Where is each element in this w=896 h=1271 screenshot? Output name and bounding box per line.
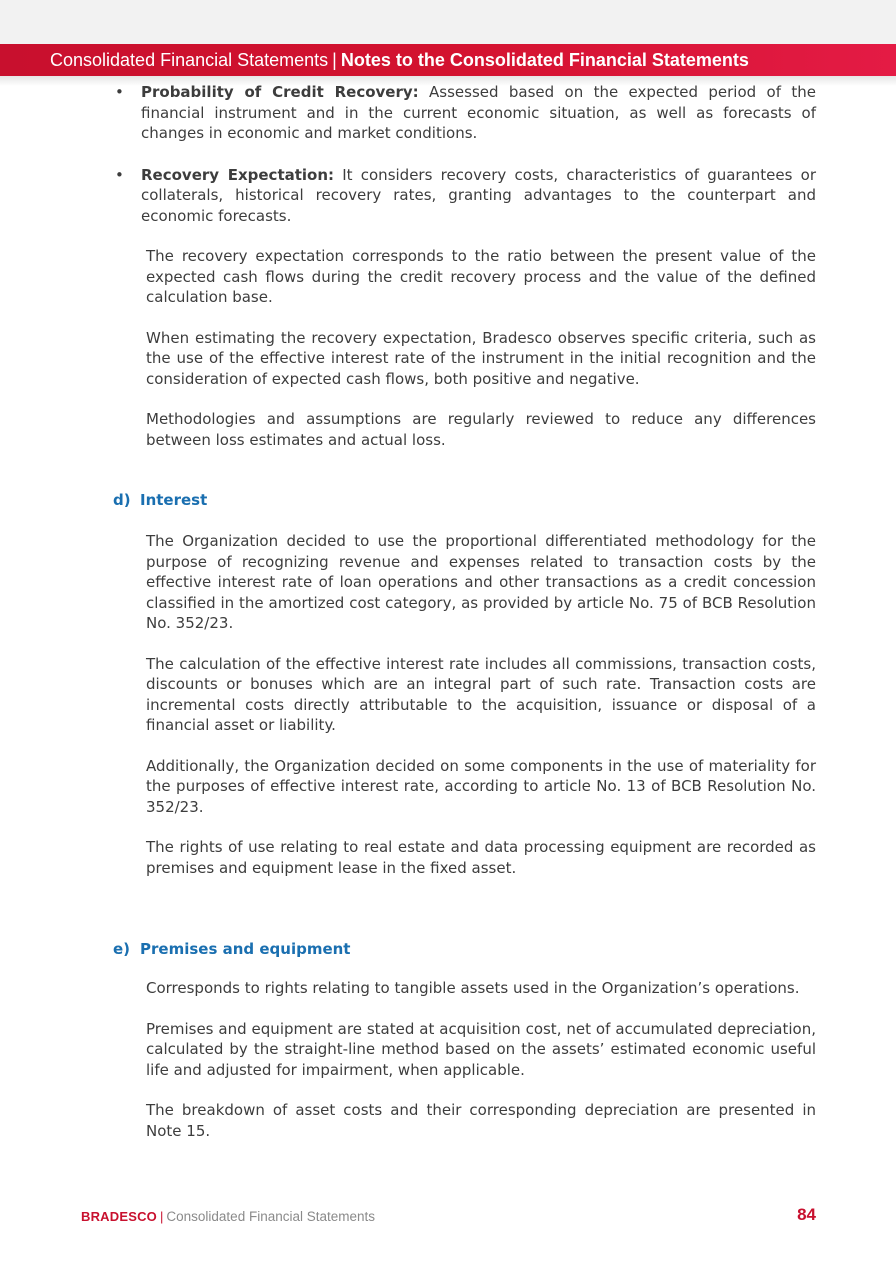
premises-paragraph: Corresponds to rights relating to tangible assets used in the Organization’s operations. (146, 979, 800, 997)
bullet-probability-credit-recovery (115, 82, 816, 144)
bullet-dot: • (115, 165, 124, 184)
header-separator: | (332, 50, 337, 70)
bullet-term: Probability of Credit Recovery: (141, 83, 419, 101)
premises-paragraph: Premises and equipment are stated at acquisition cost, net of accumulated depreciation, calculated by the straight-line method based on the assets’ estimated economic useful life and adjusted for impairment, when applicable. (146, 1019, 816, 1079)
section-heading-interest (113, 490, 896, 510)
top-band (0, 0, 896, 44)
page-number: 84 (797, 1205, 816, 1224)
bullet-body: It considers recovery costs, characteristics of guarantees or collaterals, historical recovery rates, granting advantages to the counterpart and economic forecasts. (141, 165, 816, 225)
recovery-paragraph: Methodologies and assumptions are regularly reviewed to reduce any differences between loss estimates and actual loss. (146, 410, 816, 449)
page-content (0, 82, 896, 1141)
page-header (0, 44, 896, 76)
header-subsection-title: Notes to the Consolidated Financial Statements (340, 50, 749, 70)
interest-paragraph: The calculation of the effective interest rate includes all commissions, transaction costs, discounts or bonuses which are an integral part of such rate. Transaction costs are incremental costs directly attributable to the acquisition, issuance or disposal of a financial asset or liability. (146, 654, 816, 734)
bullet-dot: • (115, 83, 124, 101)
premises-paragraph: The breakdown of asset costs and their corresponding depreciation are presented in Note 15. (146, 1101, 816, 1140)
section-heading-premises (113, 939, 896, 959)
interest-paragraph: The Organization decided to use the proportional differentiated methodology for the purpose of recognizing revenue and expenses related to transaction costs by the effective interest rate of loan operations and other transactions as a credit concession classified in the amortized cost category, as provided by article No. 75 of BCB Resolution No. 352/23. (146, 532, 816, 632)
bullet-recovery-expectation (115, 165, 816, 227)
bullet-term: Recovery Expectation: (141, 165, 335, 184)
section-number: e) (113, 940, 131, 958)
bullet-text (141, 165, 816, 227)
recovery-paragraph: The recovery expectation corresponds to the ratio between the present value of the expected cash flows during the credit recovery process and the value of the defined calculation base. (146, 247, 816, 306)
footer-brand: BRADESCO (81, 1209, 157, 1224)
bullet-text (141, 82, 816, 144)
interest-paragraph: Additionally, the Organization decided on some components in the use of materiality for the purposes of effective interest rate, according to article No. 13 of BCB Resolution No. 352/23. (146, 756, 816, 816)
page-footer (81, 1205, 816, 1228)
footer-document-title: Consolidated Financial Statements (166, 1209, 376, 1224)
recovery-paragraph: When estimating the recovery expectation, Bradesco observes specific criteria, such as the use of the effective interest rate of the instrument in the initial recognition and the consideration of expected cash flows, both positive and negative. (146, 328, 816, 388)
section-title: Interest (140, 491, 208, 509)
header-section-title: Consolidated Financial Statements (50, 50, 329, 70)
interest-paragraph: The rights of use relating to real estate and data processing equipment are recorded as premises and equipment lease in the fixed asset. (146, 838, 816, 877)
section-number: d) (113, 491, 131, 509)
section-title: Premises and equipment (140, 940, 351, 958)
bullet-body: Assessed based on the expected period of the financial instrument and in the current economic situation, as well as forecasts of changes in economic and market conditions. (141, 83, 816, 142)
footer-separator: | (160, 1209, 164, 1224)
